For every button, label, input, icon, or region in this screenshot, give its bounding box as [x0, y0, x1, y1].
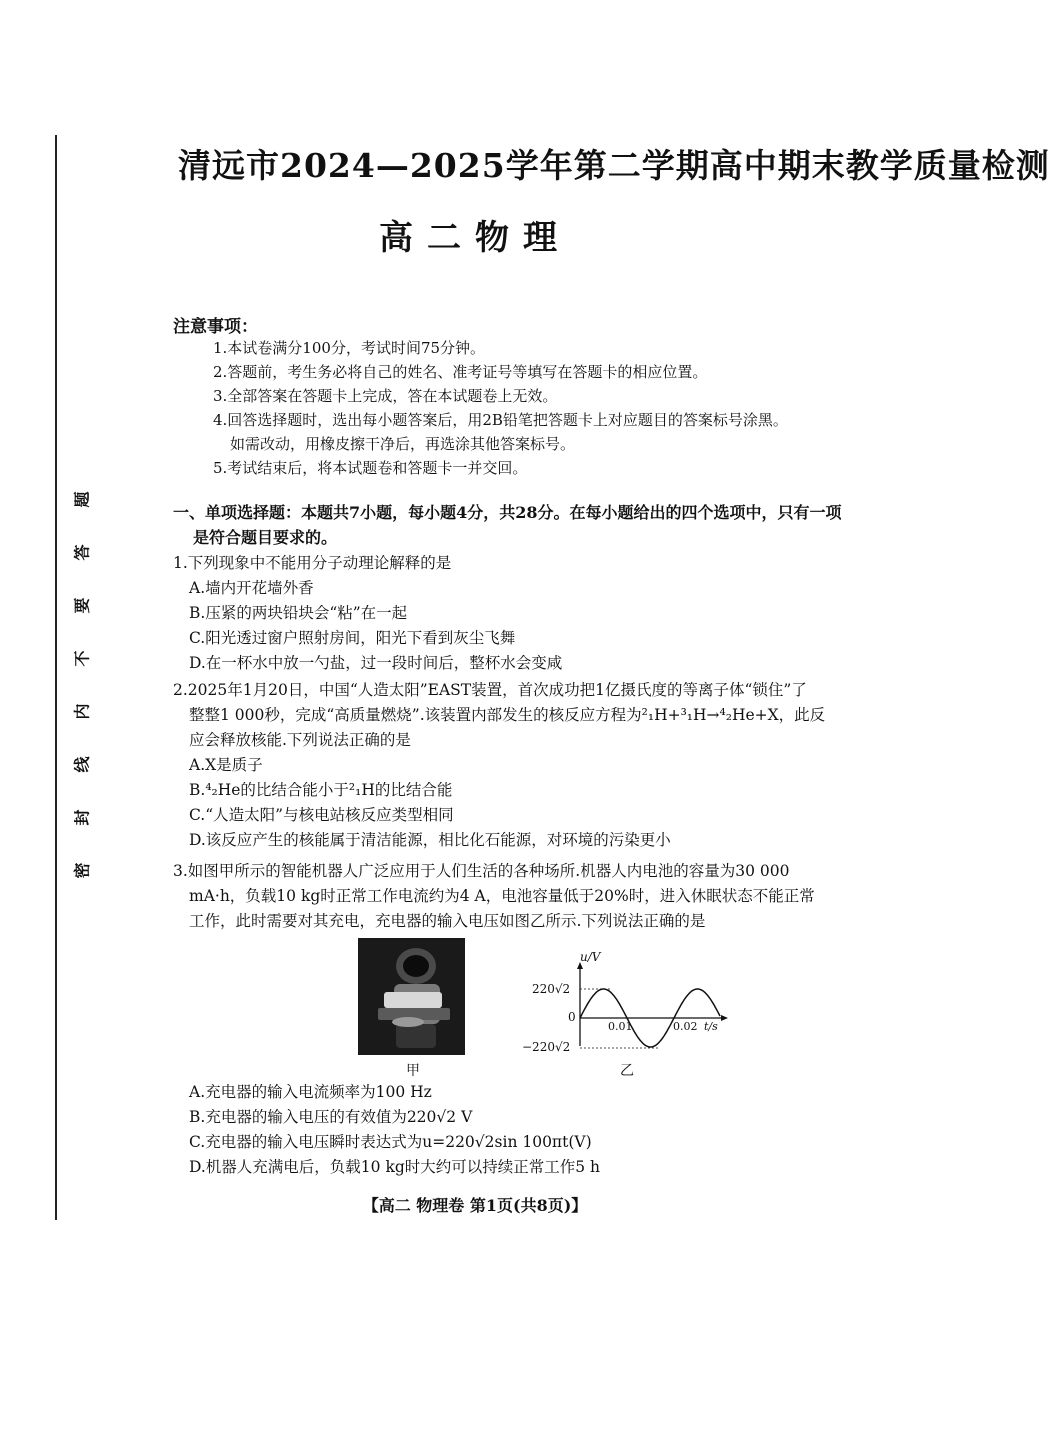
page-footer: 【高二 物理卷 第1页(共8页)】	[362, 1196, 588, 1215]
y-axis-label: u/V	[580, 950, 601, 964]
notice-item: 2.答题前，考生务必将自己的姓名、准考证号等填写在答题卡的相应位置。	[213, 363, 708, 381]
notice-list	[213, 336, 903, 480]
question-3-options	[173, 1080, 898, 1180]
notice-item: 4.回答选择题时，选出每小题答案后，用2B铅笔把答题卡上对应题目的答案标号涂黑。	[213, 411, 788, 429]
robot-photo	[358, 938, 465, 1055]
section-heading	[173, 500, 903, 550]
exam-subject: 高二物理	[379, 218, 571, 258]
question-stem-line: mA·h，负载10 kg时正常工作电流约为4 A，电池容量低于20%时，进入休眠状态不能正常	[189, 887, 815, 905]
option-b: B.⁴₂He的比结合能小于²₁H的比结合能	[189, 781, 453, 799]
option-d: D.机器人充满电后，负载10 kg时大约可以持续正常工作5 h	[189, 1158, 601, 1176]
question-2	[173, 678, 898, 853]
x-axis-label: t/s	[704, 1020, 718, 1033]
margin-char: 不	[72, 650, 92, 667]
exam-title: 清远市2024—2025学年第二学期高中期末教学质量检测	[178, 146, 1050, 185]
option-a: A.充电器的输入电流频率为100 Hz	[189, 1083, 432, 1101]
question-stem-line: 整整1 000秒，完成“高质量燃烧”.该装置内部发生的核反应方程为²₁H+³₁H→⁴₂He+X，此反	[189, 706, 826, 724]
margin-char: 要	[72, 597, 92, 614]
figure-a-label: 甲	[406, 1063, 420, 1079]
notice-item: 3.全部答案在答题卡上完成，答在本试题卷上无效。	[213, 387, 558, 405]
origin-label: 0	[568, 1010, 576, 1024]
question-stem-line: 2.2025年1月20日，中国“人造太阳”EAST装置，首次成功把1亿摄氏度的等离子体“锁住”了	[173, 681, 807, 699]
margin-char: 线	[72, 756, 92, 773]
question-stem-line: 工作，此时需要对其充电，充电器的输入电压如图乙所示.下列说法正确的是	[189, 912, 706, 930]
option-d: D.该反应产生的核能属于清洁能源，相比化石能源，对环境的污染更小	[189, 831, 671, 849]
option-a: A.墙内开花墙外香	[189, 579, 314, 597]
binding-margin-text	[66, 488, 96, 912]
option-b: B.压紧的两块铅块会“粘”在一起	[189, 604, 408, 622]
option-c: C.充电器的输入电压瞬时表达式为u=220√2sin 100πt(V)	[189, 1133, 592, 1151]
notice-heading: 注意事项：	[173, 317, 258, 337]
section-line: 是符合题目要求的。	[193, 528, 338, 547]
figure-b-label: 乙	[620, 1063, 634, 1079]
binding-line	[55, 135, 57, 1220]
option-b: B.充电器的输入电压的有效值为220√2 V	[189, 1108, 473, 1126]
question-stem-line: 应会释放核能.下列说法正确的是	[189, 731, 411, 749]
y-max-label: 220√2	[532, 982, 571, 996]
section-line: 一、单项选择题：本题共7小题，每小题4分，共28分。在每小题给出的四个选项中，只有一项	[173, 503, 842, 522]
question-3-stem	[173, 859, 898, 934]
voltage-graph	[522, 950, 732, 1056]
question-1	[173, 551, 898, 676]
margin-char: 题	[72, 491, 92, 508]
notice-item-continued: 如需改动，用橡皮擦干净后，再选涂其他答案标号。	[230, 435, 576, 453]
margin-char: 密	[72, 862, 92, 879]
voltage-sine-plot	[532, 962, 732, 1052]
y-min-label: −220√2	[522, 1040, 571, 1054]
notice-item: 5.考试结束后，将本试题卷和答题卡一并交回。	[213, 459, 528, 477]
notice-item: 1.本试卷满分100分，考试时间75分钟。	[213, 339, 486, 357]
robot-illustration	[358, 938, 465, 1055]
option-a: A.X是质子	[189, 756, 263, 774]
margin-char: 内	[72, 703, 92, 720]
x-tick-001: 0.01	[608, 1020, 633, 1033]
question-stem: 1.下列现象中不能用分子动理论解释的是	[173, 554, 452, 572]
option-c: C.阳光透过窗户照射房间，阳光下看到灰尘飞舞	[189, 629, 516, 647]
margin-char: 答	[72, 544, 92, 561]
margin-char: 封	[72, 809, 92, 826]
option-d: D.在一杯水中放一勺盐，过一段时间后，整杯水会变咸	[189, 654, 563, 672]
question-stem-line: 3.如图甲所示的智能机器人广泛应用于人们生活的各种场所.机器人内电池的容量为30 000	[173, 862, 790, 880]
option-c: C.“人造太阳”与核电站核反应类型相同	[189, 806, 454, 824]
x-tick-002: 0.02	[673, 1020, 698, 1033]
